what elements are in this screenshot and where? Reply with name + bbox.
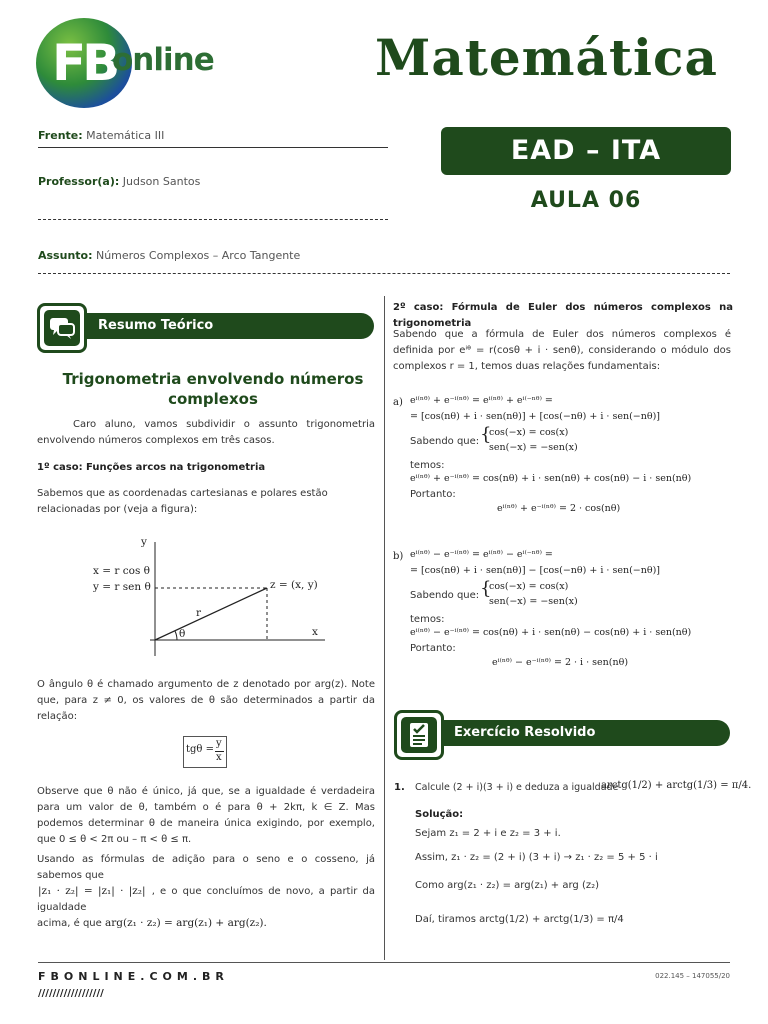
course-badge: EAD – ITA [441, 127, 731, 175]
footer-site: FBONLINE.COM.BR [38, 970, 229, 983]
point-label: z = (x, y) [270, 579, 318, 591]
case2-paragraph: Sabendo que a fórmula de Euler dos números complexos é definida por eⁱᶿ = r(cosθ + i · senθ), considerando o módulo dos complexos r = 1, temos duas relações fundamentais: [393, 329, 731, 372]
exercise-number: 1. [394, 782, 405, 793]
formula-line: eⁱ⁽ⁿᶿ⁾ + e⁻ⁱ⁽ⁿᶿ⁾ = cos(nθ) + i · sen(nθ) + cos(nθ) − i · sen(nθ) [410, 473, 692, 484]
lesson-label: AULA 06 [530, 188, 642, 213]
item-label-b: b) [393, 551, 404, 562]
footer-code: 022.145 – 147055/20 [655, 972, 730, 980]
logo-text: online [112, 42, 214, 78]
polar-figure [80, 530, 340, 660]
heading-line: Trigonometria envolvendo números [62, 370, 364, 388]
divider [38, 273, 730, 274]
arg-formula: arg(z₁ · z₂) = arg(z₁) + arg(z₂). [105, 917, 267, 929]
identity-line: sen(−x) = −sen(x) [489, 596, 578, 607]
formula-line: eⁱ⁽ⁿᶿ⁾ + e⁻ⁱ⁽ⁿᶿ⁾ = eⁱ⁽ⁿᶿ⁾ + eⁱ⁽⁻ⁿᶿ⁾ = [410, 395, 553, 406]
eq-y: y = r sen θ [93, 581, 151, 593]
formula-line: eⁱ⁽ⁿᶿ⁾ − e⁻ⁱ⁽ⁿᶿ⁾ = cos(nθ) + i · sen(nθ) − cos(nθ) + i · sen(nθ) [410, 627, 692, 638]
brace: { [480, 424, 492, 445]
assunto-line [38, 249, 300, 262]
identity-line: cos(−x) = cos(x) [489, 427, 569, 438]
section-bar-resumo: Resumo Teórico [70, 313, 374, 339]
frente-label: Frente: [38, 129, 83, 142]
usando-text: , e o que concluímos de novo, a partir da igualdade [37, 886, 375, 913]
intro-paragraph: Caro aluno, vamos subdividir o assunto trigonometria envolvendo números complexos em três casos. [37, 419, 375, 446]
item-label-a: a) [393, 397, 403, 408]
arg-paragraph: O ângulo θ é chamado argumento de z denotado por arg(z). Note que, para z ≠ 0, os valores de θ são determinados a partir da relação: [37, 679, 375, 722]
professor-value: Judson Santos [122, 175, 201, 188]
sabendo-label: Sabendo que: [410, 590, 480, 601]
solution-line: Sejam z₁ = 2 + i e z₂ = 3 + i. [415, 828, 561, 839]
checklist-icon [394, 710, 444, 760]
temos-label: temos: [410, 460, 445, 471]
frente-value: Matemática III [86, 129, 165, 142]
divider [38, 219, 388, 220]
result-formula: eⁱ⁽ⁿᶿ⁾ + e⁻ⁱ⁽ⁿᶿ⁾ = 2 · cos(nθ) [497, 503, 621, 514]
chat-icon [37, 303, 87, 353]
formula-line: eⁱ⁽ⁿᶿ⁾ − e⁻ⁱ⁽ⁿᶿ⁾ = eⁱ⁽ⁿᶿ⁾ − eⁱ⁽⁻ⁿᶿ⁾ = [410, 549, 553, 560]
exercise-formula: arctg(1/2) + arctg(1/3) = π/4. [601, 780, 752, 791]
tg-denominator: x [216, 752, 222, 763]
footer-divider [38, 962, 730, 963]
solution-line: Assim, z₁ · z₂ = (2 + i) (3 + i) → z₁ · z₂ = 5 + 5 · i [415, 852, 658, 863]
section-bar-exercicio: Exercício Resolvido [426, 720, 730, 746]
radius-label: r [196, 607, 202, 619]
observe-paragraph: Observe que θ não é único, já que, se a igualdade é verdadeira para um valor de θ, também o é para θ + 2kπ, k ∈ Z. Mas podemos determinar θ de maneira única exigindo, por exemplo, que 0 ≤ θ < 2π ou – π < θ ≤ π. [37, 786, 375, 845]
identity-line: sen(−x) = −sen(x) [489, 442, 578, 453]
usando-text: acima, é que [37, 918, 102, 929]
frente-line [38, 129, 164, 142]
case1-title: 1º caso: Funções arcos na trigonometria [37, 462, 266, 473]
logo-mark: FB [52, 34, 117, 92]
section-heading [40, 369, 386, 409]
page-title: Matemática [375, 28, 718, 87]
brace: { [480, 578, 492, 599]
identity-line: cos(−x) = cos(x) [489, 581, 569, 592]
result-formula: eⁱ⁽ⁿᶿ⁾ − e⁻ⁱ⁽ⁿᶿ⁾ = 2 · i · sen(nθ) [492, 657, 629, 668]
exercise-text: Calcule (2 + i)(3 + i) e deduza a igualdade [415, 782, 619, 793]
temos-label: temos: [410, 614, 445, 625]
usando-text: Usando as fórmulas de adição para o seno e o cosseno, já sabemos que [37, 854, 375, 881]
assunto-label: Assunto: [38, 249, 93, 262]
professor-line [38, 175, 200, 188]
axis-label-y: y [141, 536, 147, 548]
solution-label: Solução: [415, 809, 464, 820]
tg-lhs: tgθ = [186, 744, 214, 755]
tg-numerator: y [216, 738, 222, 749]
heading-line: complexos [168, 390, 258, 408]
angle-label: θ [179, 628, 186, 640]
sabendo-label: Sabendo que: [410, 436, 480, 447]
portanto-label: Portanto: [410, 489, 456, 500]
formula-line: = [cos(nθ) + i · sen(nθ)] + [cos(−nθ) + i · sen(−nθ)] [410, 411, 660, 422]
solution-line: Como arg(z₁ · z₂) = arg(z₁) + arg (z₂) [415, 880, 599, 891]
axis-label-x: x [312, 626, 318, 638]
portanto-label: Portanto: [410, 643, 456, 654]
formula-line: = [cos(nθ) + i · sen(nθ)] − [cos(−nθ) + i · sen(−nθ)] [410, 565, 660, 576]
assunto-value: Números Complexos – Arco Tangente [95, 249, 301, 262]
eq-x: x = r cos θ [93, 565, 151, 577]
case2-title: 2º caso: Fórmula de Euler dos números complexos na trigonometria [393, 302, 733, 329]
case1-paragraph: Sabemos que as coordenadas cartesianas e polares estão relacionadas por (veja a figura): [37, 488, 328, 515]
professor-label: Professor(a): [38, 175, 120, 188]
footer-decoration: ////////////////// [38, 988, 104, 999]
modulus-formula: |z₁ · z₂| = |z₁| · |z₂| [38, 885, 146, 897]
divider [38, 147, 388, 148]
usando-paragraph [37, 852, 375, 932]
solution-line: Daí, tiramos arctg(1/2) + arctg(1/3) = π/4 [415, 914, 624, 925]
column-divider [384, 296, 385, 960]
